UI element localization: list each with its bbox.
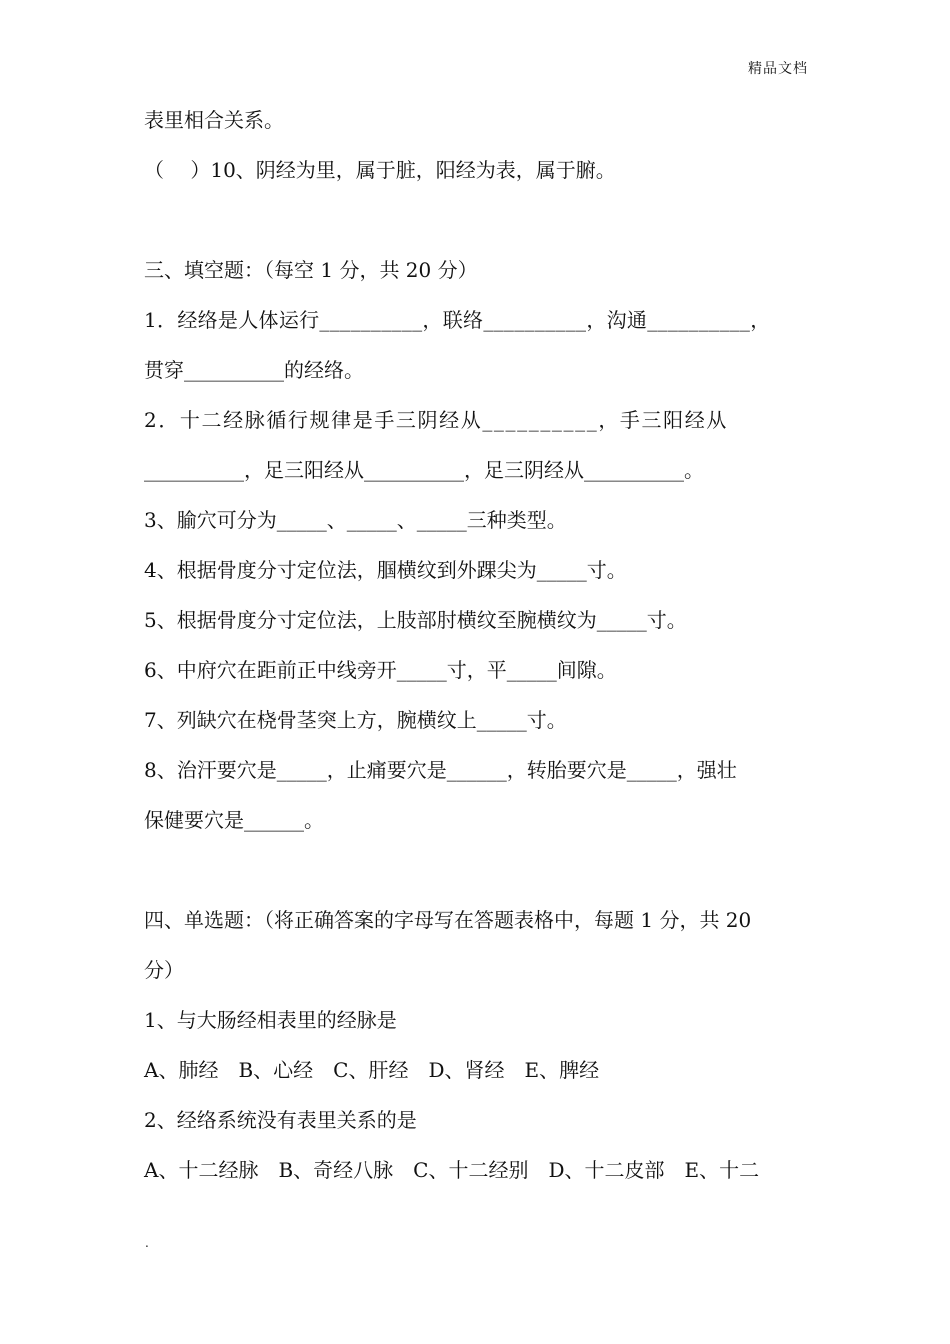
- true-false-question-10: （ ）10、阴经为里，属于脏，阳经为表，属于腑。: [144, 158, 616, 182]
- text-line: 表里相合关系。: [144, 108, 284, 132]
- fill-question-8-cont: 保健要穴是______。: [144, 808, 324, 832]
- footer-dot: .: [145, 1236, 149, 1250]
- page-header-label: 精品文档: [748, 61, 808, 77]
- section-heading-single-choice: 四、单选题：（将正确答案的字母写在答题表格中，每题 1 分，共 20: [144, 908, 752, 932]
- choice-question-1: 1、与大肠经相表里的经脉是: [144, 1008, 397, 1032]
- fill-question-2: 2．十二经脉循行规律是手三阴经从__________，手三阳经从: [144, 408, 728, 432]
- fill-question-3: 3、腧穴可分为_____、_____、_____三种类型。: [144, 508, 567, 532]
- choice-question-2-options: A、十二经脉 B、奇经八脉 C、十二经别 D、十二皮部 E、十二: [144, 1158, 760, 1182]
- fill-question-7: 7、列缺穴在桡骨茎突上方，腕横纹上_____寸。: [144, 708, 567, 732]
- fill-question-4: 4、根据骨度分寸定位法，腘横纹到外踝尖为_____寸。: [144, 558, 627, 582]
- choice-question-2: 2、经络系统没有表里关系的是: [144, 1108, 417, 1132]
- fill-question-1-cont: 贯穿__________的经络。: [144, 358, 364, 382]
- section-heading-fill-in: 三、填空题：（每空 1 分，共 20 分）: [144, 258, 478, 282]
- fill-question-6: 6、中府穴在距前正中线旁开_____寸，平_____间隙。: [144, 658, 617, 682]
- fill-question-2-cont: __________，足三阳经从__________，足三阴经从__________。: [144, 458, 704, 482]
- fill-question-8: 8、治汗要穴是_____，止痛要穴是______，转胎要穴是_____，强壮: [144, 758, 737, 782]
- choice-question-1-options: A、肺经 B、心经 C、肝经 D、肾经 E、脾经: [144, 1058, 600, 1082]
- fill-question-1: 1．经络是人体运行__________，联络__________，沟通__________，: [144, 308, 771, 332]
- section-heading-single-choice-cont: 分）: [144, 958, 184, 982]
- fill-question-5: 5、根据骨度分寸定位法，上肢部肘横纹至腕横纹为_____寸。: [144, 608, 687, 632]
